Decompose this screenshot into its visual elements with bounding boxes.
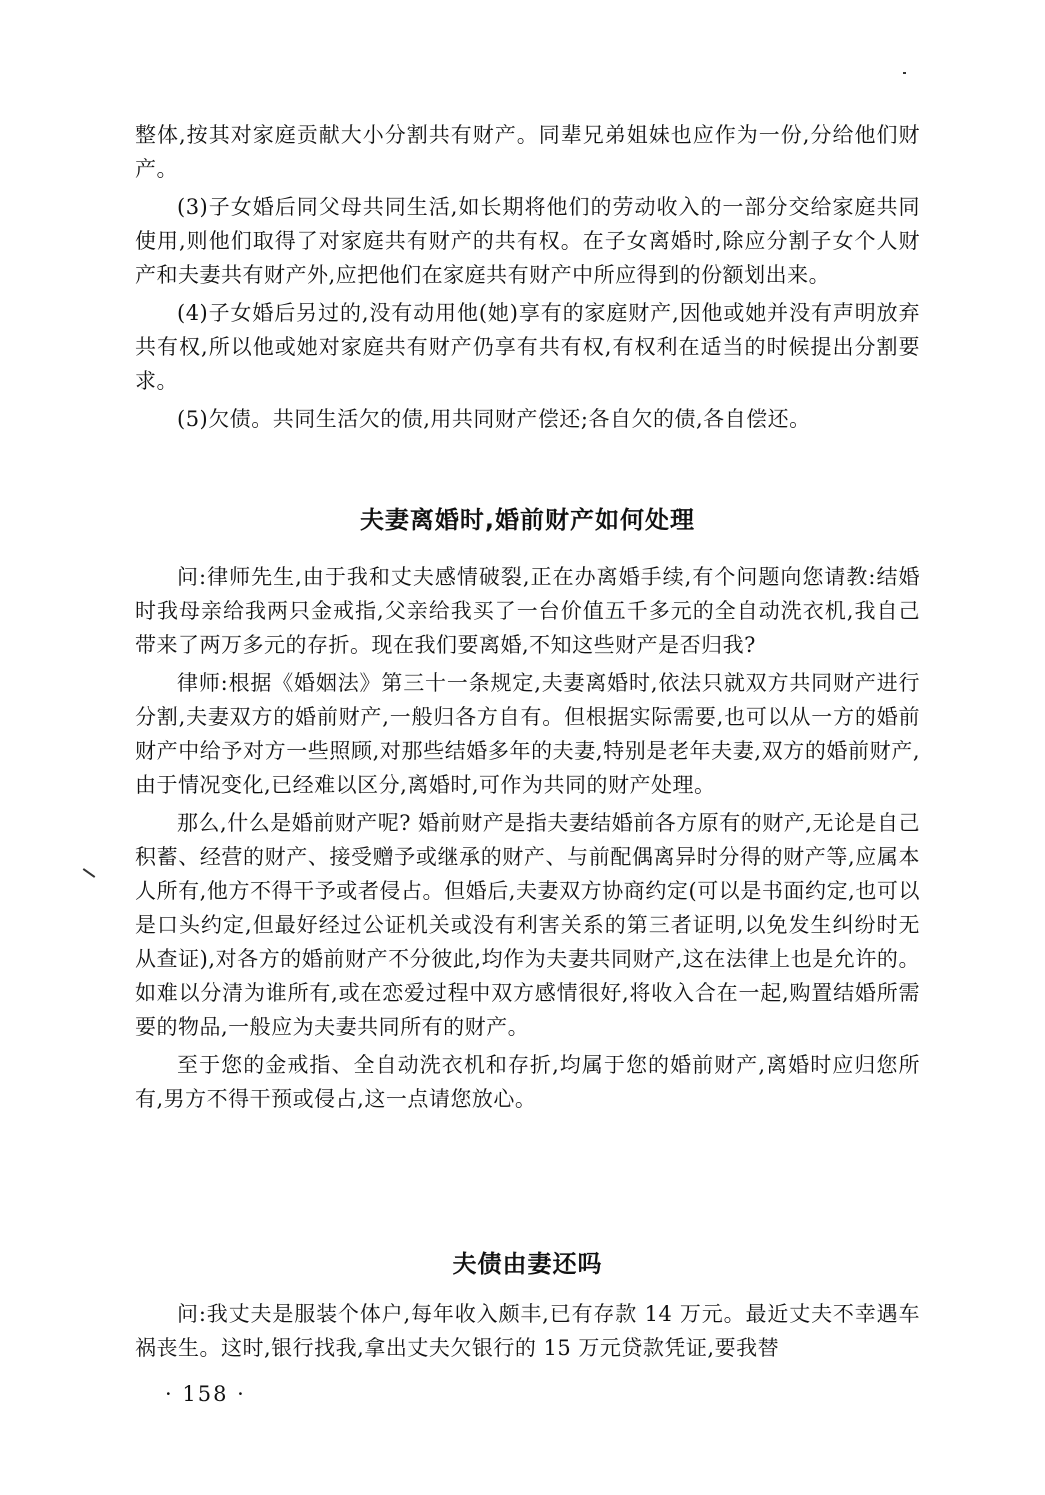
paragraph: (4)子女婚后另过的,没有动用他(她)享有的家庭财产,因他或她并没有声明放弃共有权,所以他或她对家庭共有财产仍享有共有权,有权利在适当的时候提出分割要求。 xyxy=(135,301,920,393)
scan-speck xyxy=(903,72,906,74)
paragraph: 整体,按其对家庭贡献大小分割共有财产。同辈兄弟姐妹也应作为一份,分给他们财产。 xyxy=(135,123,920,181)
answer-paragraph: 至于您的金戒指、全自动洗衣机和存折,均属于您的婚前财产,离婚时应归您所有,男方不得干预或侵占,这一点请您放心。 xyxy=(135,1053,920,1111)
section-body xyxy=(135,560,920,1120)
scan-mark xyxy=(83,868,96,878)
answer-paragraph: 那么,什么是婚前财产呢? 婚前财产是指夫妻结婚前各方原有的财产,无论是自己积蓄、经营的财产、接受赠予或继承的财产、与前配偶离异时分得的财产等,应属本人所有,他方不得干予或者侵占。但婚后,夫妻双方协商约定(可以是书面约定,也可以是口头约定,但最好经过公证机关或没有利害关系的第三者证明,以免发生纠纷时无从查证),对各方的婚前财产不分彼此,均作为夫妻共同财产,这在法律上也是允许的。如难以分清为谁所有,或在恋爱过程中双方感情很好,将收入合在一起,购置结婚所需要的物品,一般应为夫妻共同所有的财产。 xyxy=(135,811,920,1039)
paragraph: (3)子女婚后同父母共同生活,如长期将他们的劳动收入的一部分交给家庭共同使用,则他们取得了对家庭共有财产的共有权。在子女离婚时,除应分割子女个人财产和夫妻共有财产外,应把他们在家庭共有财产中所应得到的份额划出来。 xyxy=(135,195,920,287)
question-paragraph: 问:律师先生,由于我和丈夫感情破裂,正在办离婚手续,有个问题向您请教:结婚时我母亲给我两只金戒指,父亲给我买了一台价值五千多元的全自动洗衣机,我自己带来了两万多元的存折。现在我们要离婚,不知这些财产是否归我? xyxy=(135,565,920,657)
paragraph: (5)欠债。共同生活欠的债,用共同财产偿还;各自欠的债,各自偿还。 xyxy=(177,407,811,431)
continued-text xyxy=(135,118,920,440)
section-heading: 夫妻离婚时,婚前财产如何处理 xyxy=(359,506,696,534)
section-body xyxy=(135,1297,920,1369)
answer-paragraph: 律师:根据《婚姻法》第三十一条规定,夫妻离婚时,依法只就双方共同财产进行分割,夫妻双方的婚前财产,一般归各方自有。但根据实际需要,也可以从一方的婚前财产中给予对方一些照顾,对那些结婚多年的夫妻,特别是老年夫妻,双方的婚前财产,由于情况变化,已经难以区分,离婚时,可作为共同的财产处理。 xyxy=(135,671,920,797)
section-heading: 夫债由妻还吗 xyxy=(452,1250,603,1278)
question-paragraph: 问:我丈夫是服装个体户,每年收入颇丰,已有存款 14 万元。最近丈夫不幸遇车祸丧生。这时,银行找我,拿出丈夫欠银行的 15 万元贷款凭证,要我替 xyxy=(135,1302,920,1360)
page-number: · 158 · xyxy=(165,1382,246,1406)
